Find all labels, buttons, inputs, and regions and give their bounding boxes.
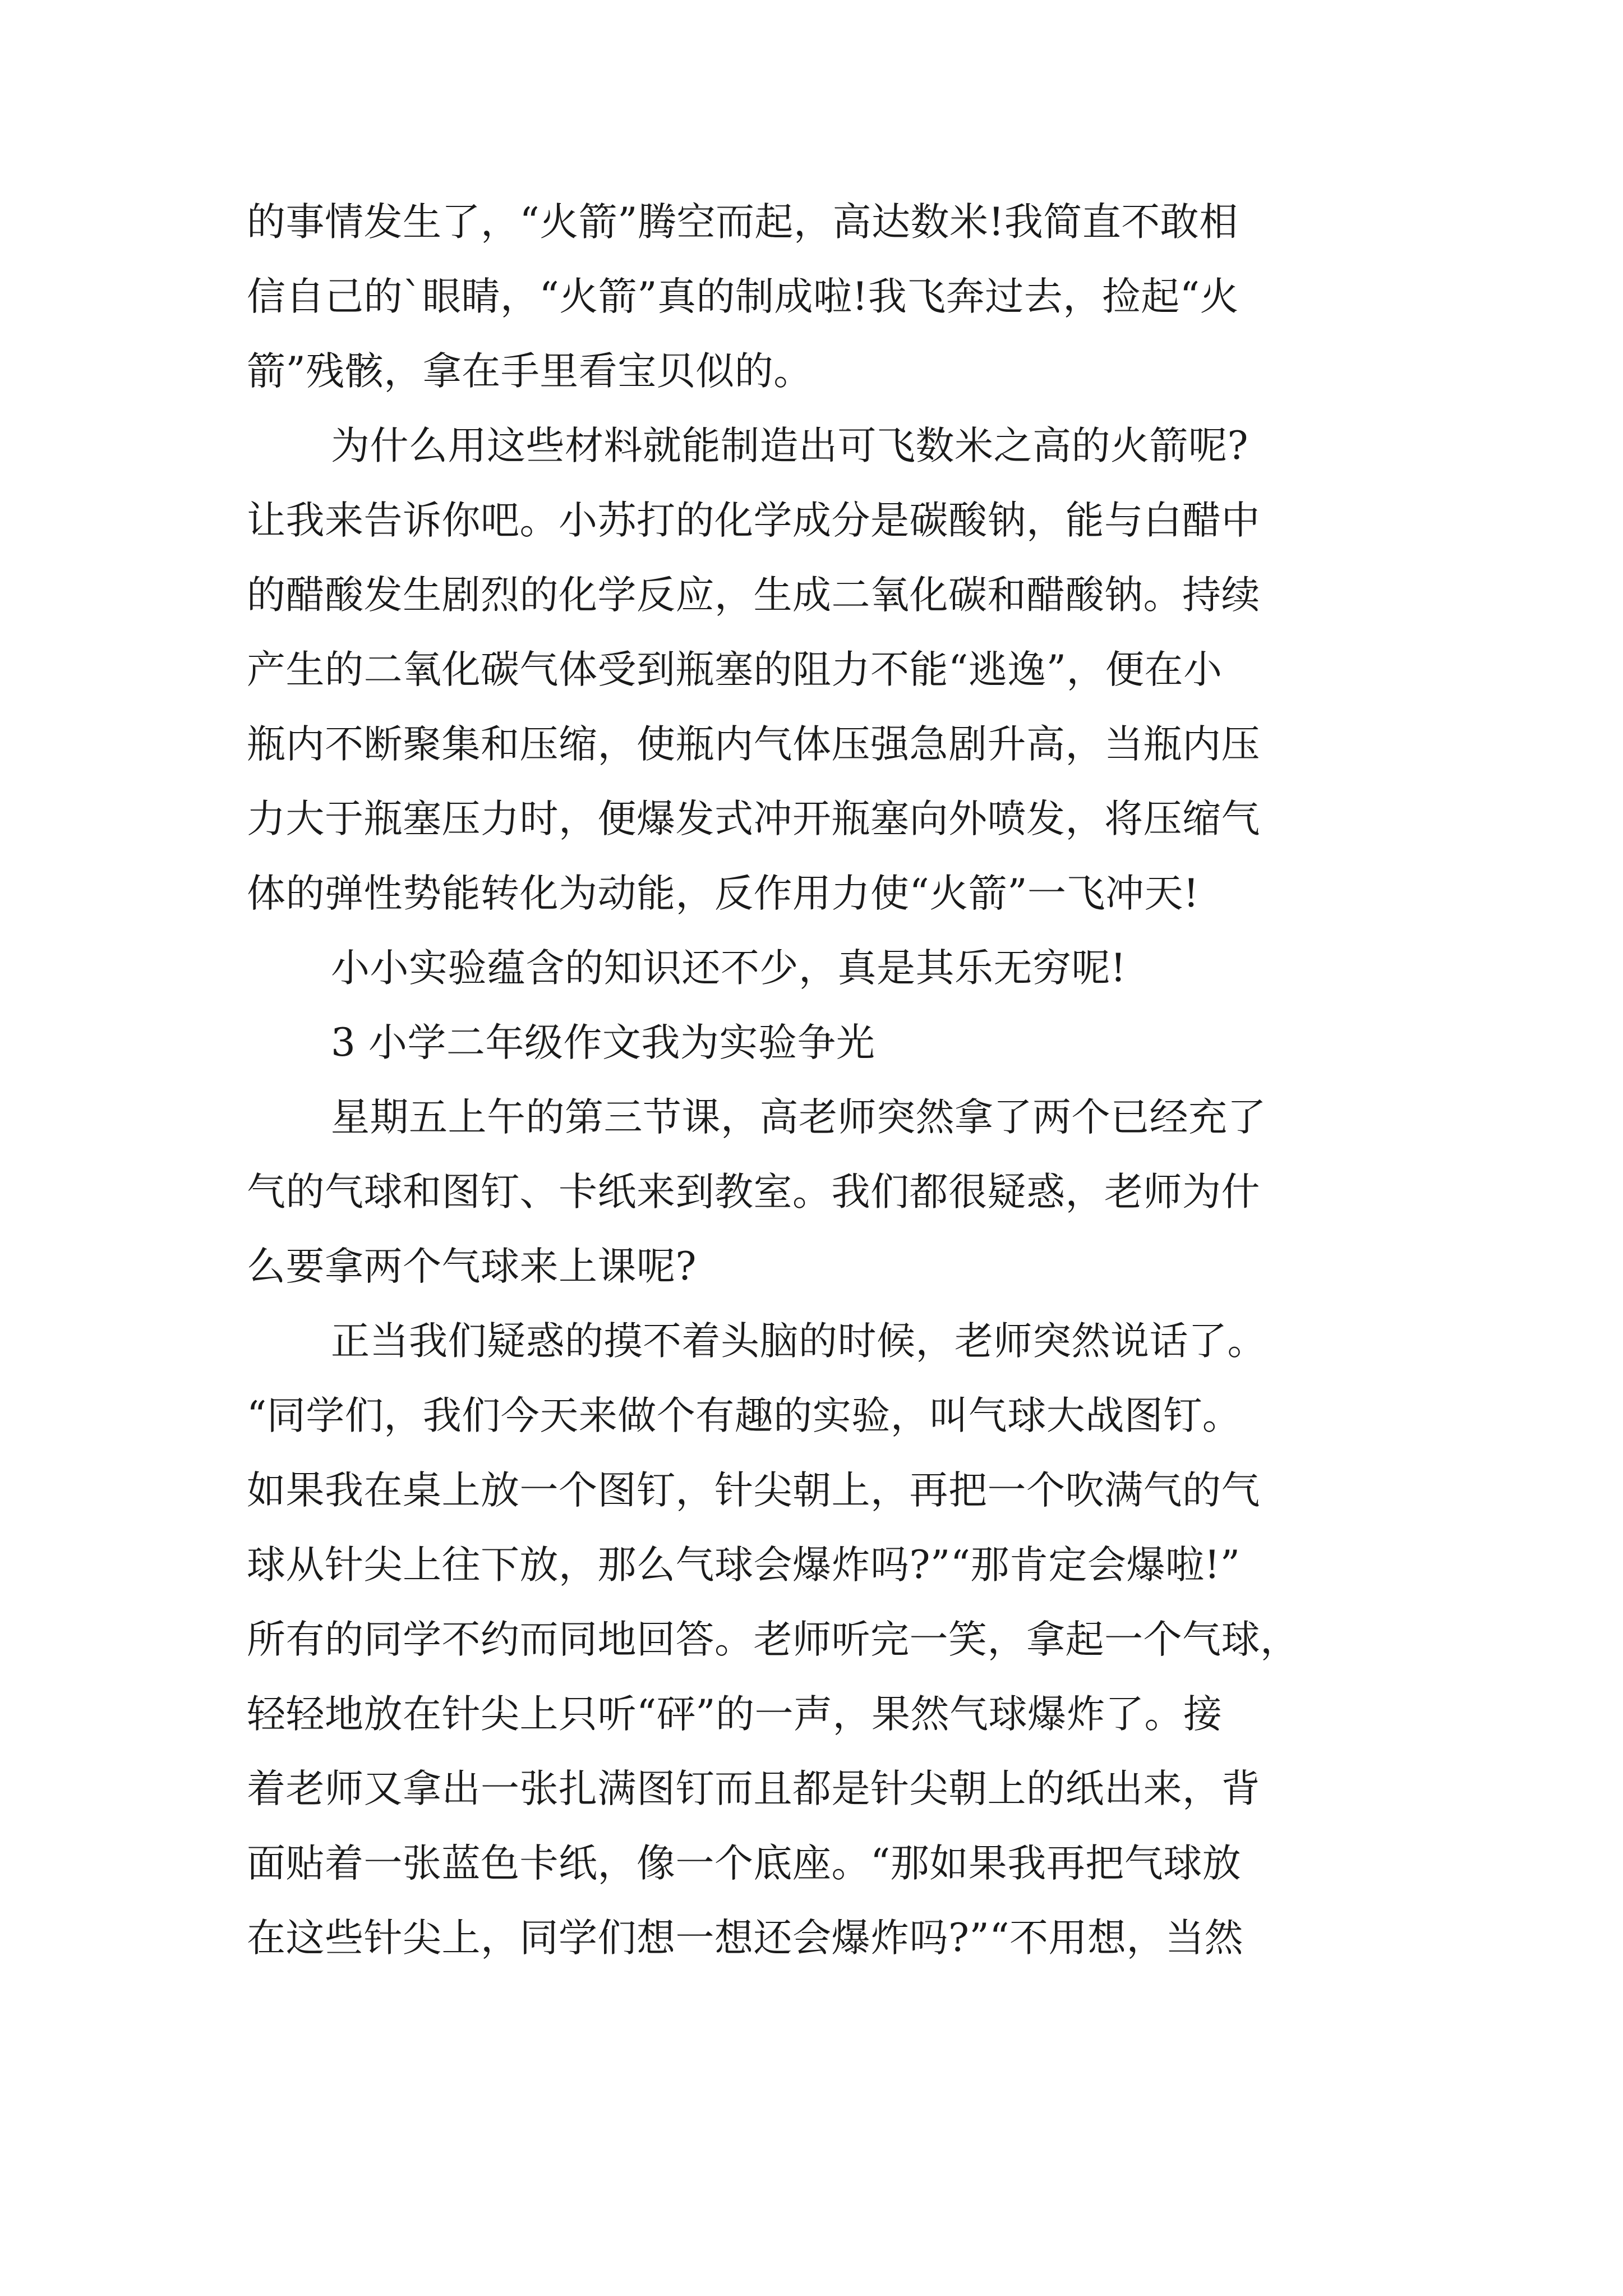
text-line: 的事情发生了，“火箭”腾空而起，高达数米!我简直不敢相 xyxy=(247,200,1238,245)
text-line: 小小实验蕴含的知识还不少，真是其乐无穷呢! xyxy=(331,946,1127,991)
text-line: “同学们，我们今天来做个有趣的实验，叫气球大战图钉。 xyxy=(247,1393,1242,1438)
text-line: 瓶内不断聚集和压缩，使瓶内气体压强急剧升高，当瓶内压 xyxy=(247,722,1260,767)
text-line: 3 小学二年级作文我为实验争光 xyxy=(331,1020,875,1065)
text-line: 气的气球和图钉、卡纸来到教室。我们都很疑惑，老师为什 xyxy=(247,1170,1260,1214)
text-line: 如果我在桌上放一个图钉，针尖朝上，再把一个吹满气的气 xyxy=(247,1468,1260,1513)
text-line: 么要拿两个气球来上课呢? xyxy=(247,1244,697,1289)
document-page xyxy=(247,185,1385,1976)
text-line: 面贴着一张蓝色卡纸，像一个底座。“那如果我再把气球放 xyxy=(247,1841,1242,1886)
text-line: 着老师又拿出一张扎满图钉而且都是针尖朝上的纸出来，背 xyxy=(247,1766,1260,1811)
text-line: 让我来告诉你吧。小苏打的化学成分是碳酸钠，能与白醋中 xyxy=(247,498,1260,543)
text-line: 箭”残骸，拿在手里看宝贝似的。 xyxy=(247,349,813,394)
text-line: 在这些针尖上，同学们想一想还会爆炸吗?”“不用想，当然 xyxy=(247,1916,1244,1961)
text-line: 球从针尖上往下放，那么气球会爆炸吗?”“那肯定会爆啦!” xyxy=(247,1543,1241,1588)
text-line: 所有的同学不约而同地回答。老师听完一笑，拿起一个气球， xyxy=(247,1617,1299,1662)
text-line: 为什么用这些材料就能制造出可飞数米之高的火箭呢? xyxy=(331,424,1248,468)
text-line: 信自己的`眼睛，“火箭”真的制成啦!我飞奔过去，捡起“火 xyxy=(247,274,1239,319)
text-line: 产生的二氧化碳气体受到瓶塞的阻力不能“逃逸”，便在小 xyxy=(247,647,1223,692)
text-line: 体的弹性势能转化为动能，反作用力使“火箭”一飞冲天! xyxy=(247,871,1200,916)
text-line: 轻轻地放在针尖上只听“砰”的一声，果然气球爆炸了。接 xyxy=(247,1692,1223,1737)
text-line: 正当我们疑惑的摸不着头脑的时候，老师突然说话了。 xyxy=(331,1319,1266,1364)
text-line: 的醋酸发生剧烈的化学反应，生成二氧化碳和醋酸钠。持续 xyxy=(247,573,1260,618)
text-line: 力大于瓶塞压力时，便爆发式冲开瓶塞向外喷发，将压缩气 xyxy=(247,797,1260,841)
text-line: 星期五上午的第三节课，高老师突然拿了两个已经充了 xyxy=(331,1095,1266,1140)
